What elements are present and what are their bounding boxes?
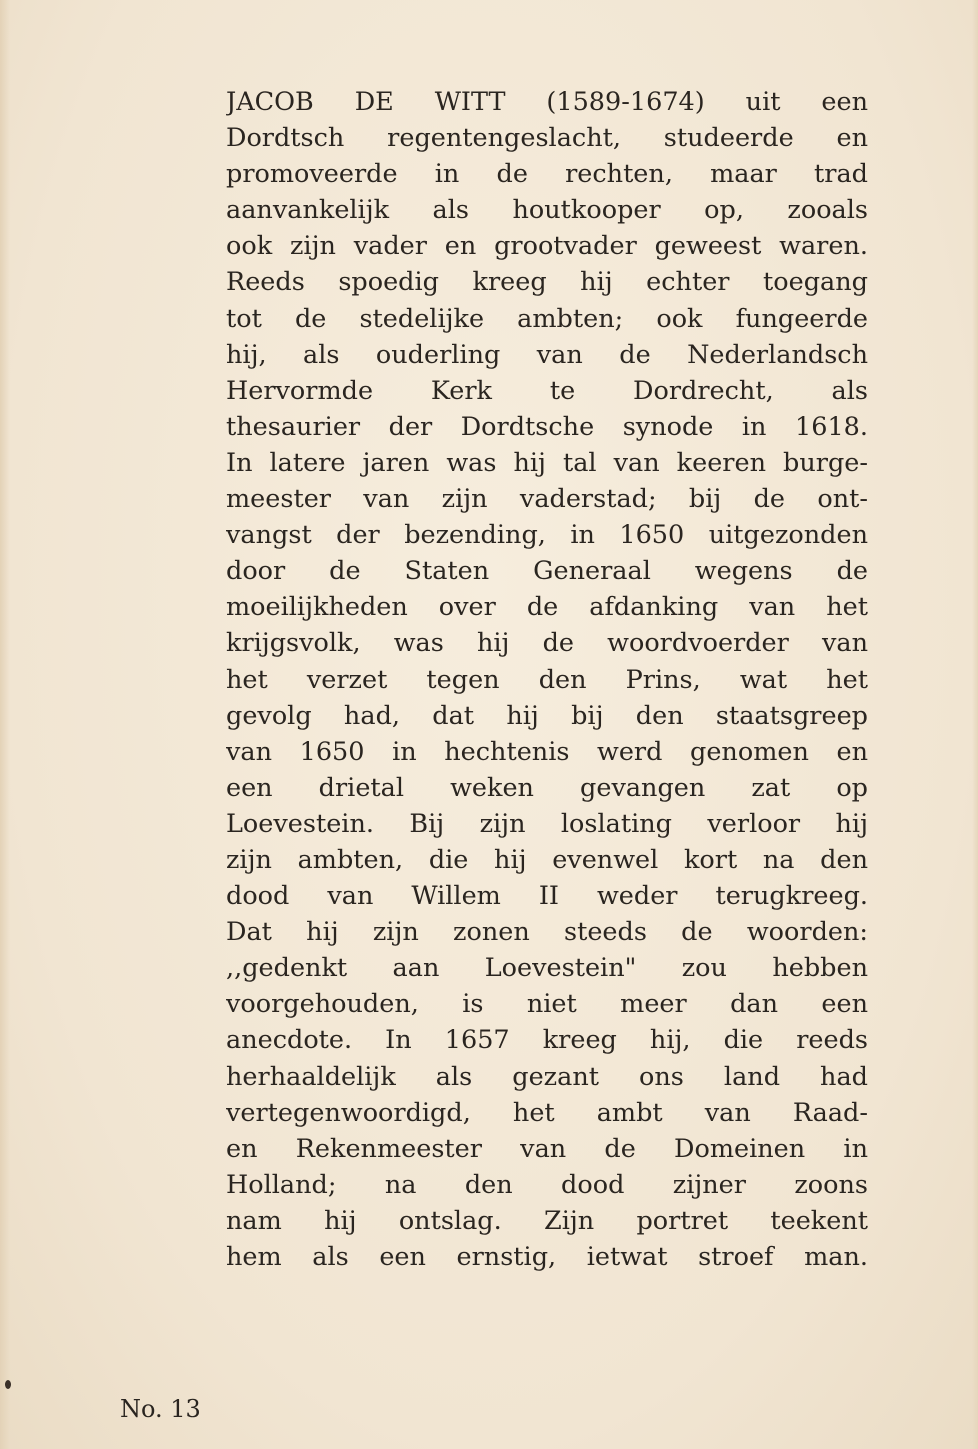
text-line: promoveerde in de rechten, maar trad	[226, 159, 868, 190]
page-number: No. 13	[120, 1395, 201, 1423]
text-line: Reeds spoedig kreeg hij echter toegang	[226, 267, 868, 298]
text-line: moeilijkheden over de afdanking van het	[226, 592, 868, 623]
text-line: JACOB DE WITT (1589-1674) uit een	[226, 87, 868, 117]
text-line: Hervormde Kerk te Dordrecht, als	[226, 375, 868, 406]
text-line: tot de stedelijke ambten; ook fungeerde	[226, 303, 868, 334]
ink-speck	[5, 1380, 11, 1389]
text-line: krijgsvolk, was hij de woordvoerder van	[226, 628, 868, 659]
text-line: anecdote. In 1657 kreeg hij, die reeds	[226, 1025, 868, 1056]
text-line: nam hij ontslag. Zijn portret teekent	[226, 1205, 868, 1236]
page-edge-right	[972, 0, 978, 1449]
text-line: en Rekenmeester van de Domeinen in	[226, 1133, 868, 1164]
text-line: door de Staten Generaal wegens de	[226, 556, 868, 587]
text-line: ook zijn vader en grootvader geweest waren.	[226, 231, 868, 262]
text-line: een drietal weken gevangen zat op	[226, 772, 868, 803]
text-line: ,,gedenkt aan Loevestein" zou hebben	[226, 953, 868, 984]
text-line: meester van zijn vaderstad; bij de ont-	[226, 484, 868, 515]
text-line: gevolg had, dat hij bij den staatsgreep	[226, 700, 868, 731]
text-line: Dat hij zijn zonen steeds de woorden:	[226, 917, 868, 948]
text-line: het verzet tegen den Prins, wat het	[226, 664, 868, 695]
text-line: Dordtsch regentengeslacht, studeerde en	[226, 123, 868, 154]
text-line: In latere jaren was hij tal van keeren burge-	[226, 447, 868, 478]
text-line: thesaurier der Dordtsche synode in 1618.	[226, 411, 868, 442]
text-line: Loevestein. Bij zijn loslating verloor hij	[226, 808, 868, 839]
text-line: voorgehouden, is niet meer dan een	[226, 989, 868, 1020]
biography-paragraph	[226, 84, 868, 1275]
text-line: vangst der bezending, in 1650 uitgezonden	[226, 520, 868, 551]
page-edge-left	[0, 0, 10, 1449]
text-line: Holland; na den dood zijner zoons	[226, 1169, 868, 1200]
text-line: aanvankelijk als houtkooper op, zooals	[226, 195, 868, 226]
text-line: van 1650 in hechtenis werd genomen en	[226, 736, 868, 767]
text-line: vertegenwoordigd, het ambt van Raad-	[226, 1097, 868, 1128]
text-line: herhaaldelijk als gezant ons land had	[226, 1061, 868, 1092]
text-line: hem als een ernstig, ietwat stroef man.	[226, 1242, 868, 1272]
text-line: hij, als ouderling van de Nederlandsch	[226, 339, 868, 370]
text-line: dood van Willem II weder terugkreeg.	[226, 881, 868, 912]
text-line: zijn ambten, die hij evenwel kort na den	[226, 844, 868, 875]
